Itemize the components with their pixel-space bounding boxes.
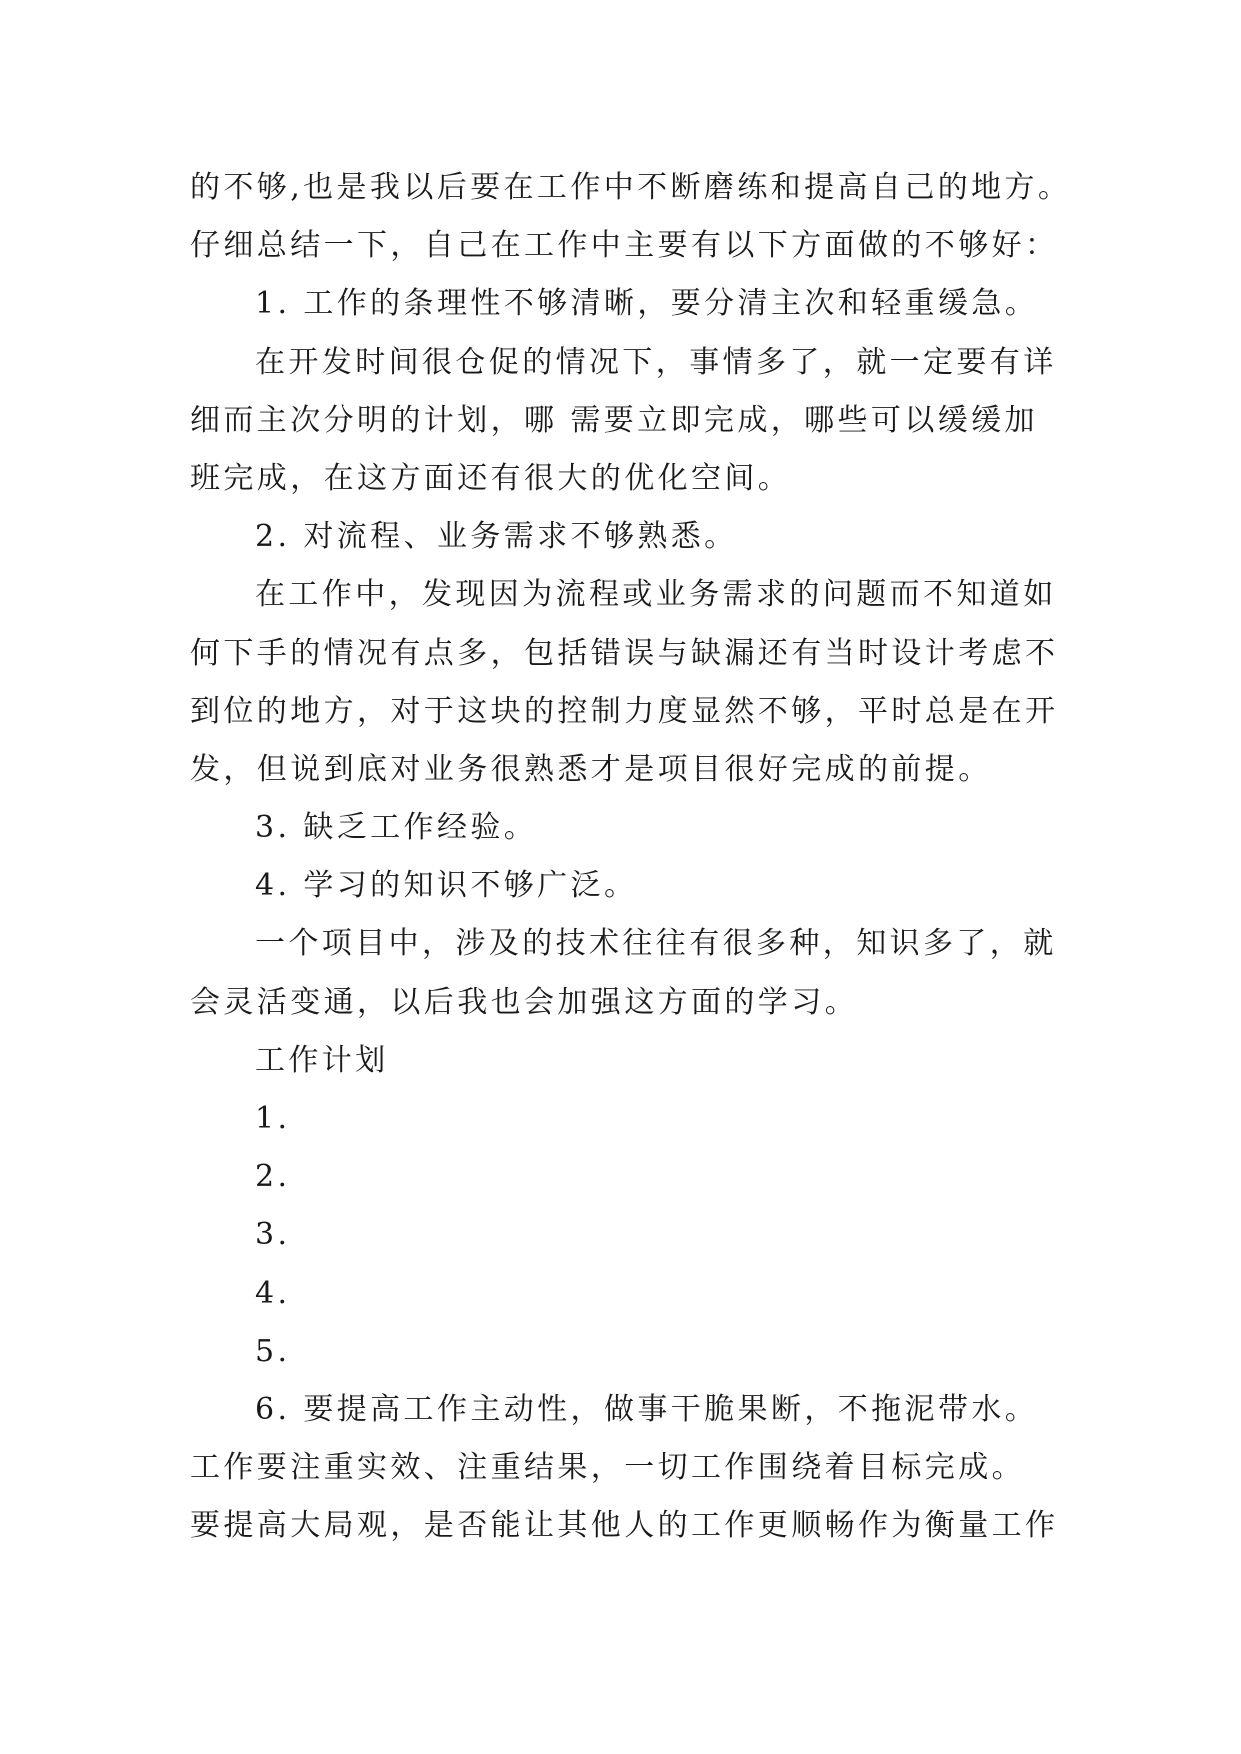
document-body [190,159,1090,1556]
body-text-line: 一个项目中，涉及的技术往往有很多种，知识多了，就 [255,926,1057,962]
body-text-line: 的不够,也是我以后要在工作中不断磨练和提高自己的地方。 [190,170,1072,205]
plan-item-3: 3. [255,1217,291,1253]
body-text-line: 何下手的情况有点多，包括错误与缺漏还有当时设计考虑不 [190,635,1059,671]
body-text-line: 在开发时间很仓促的情况下，事情多了，就一定要有详 [255,344,1057,380]
list-item-4-heading: 4. 学习的知识不够广泛。 [255,868,638,904]
body-text-line: 班完成，在这方面还有很大的优化空间。 [190,460,792,496]
section-heading-work-plan: 工作计划 [255,1042,389,1078]
plan-item-2: 2. [255,1159,291,1195]
body-text-line: 要提高大局观，是否能让其他人的工作更顺畅作为衡量工作 [190,1508,1059,1544]
body-text-line: 会灵活变通，以后我也会加强这方面的学习。 [190,984,858,1020]
body-text-line: 到位的地方，对于这块的控制力度显然不够，平时总是在开 [190,693,1059,729]
list-item-1-heading: 1. 工作的条理性不够清晰，要分清主次和轻重缓急。 [255,286,1039,322]
body-text-line: 发，但说到底对业务很熟悉才是项目很好完成的前提。 [190,751,992,787]
body-text-line: 工作要注重实效、注重结果，一切工作围绕着目标完成。 [190,1450,1025,1486]
body-text-line: 仔细总结一下，自己在工作中主要有以下方面做的不够好： [190,228,1059,264]
plan-item-4: 4. [255,1275,291,1311]
plan-item-1: 1. [255,1101,291,1136]
list-item-3-heading: 3. 缺乏工作经验。 [255,810,538,846]
list-item-2-heading: 2. 对流程、业务需求不够熟悉。 [255,519,738,555]
body-text-line: 在工作中，发现因为流程或业务需求的问题而不知道如 [255,577,1057,613]
plan-item-5: 5. [255,1333,291,1369]
plan-item-6: 6. 要提高工作主动性，做事干脆果断，不拖泥带水。 [255,1391,1039,1427]
body-text-line: 细而主次分明的计划，哪 需要立即完成，哪些可以缓缓加 [190,402,1038,438]
